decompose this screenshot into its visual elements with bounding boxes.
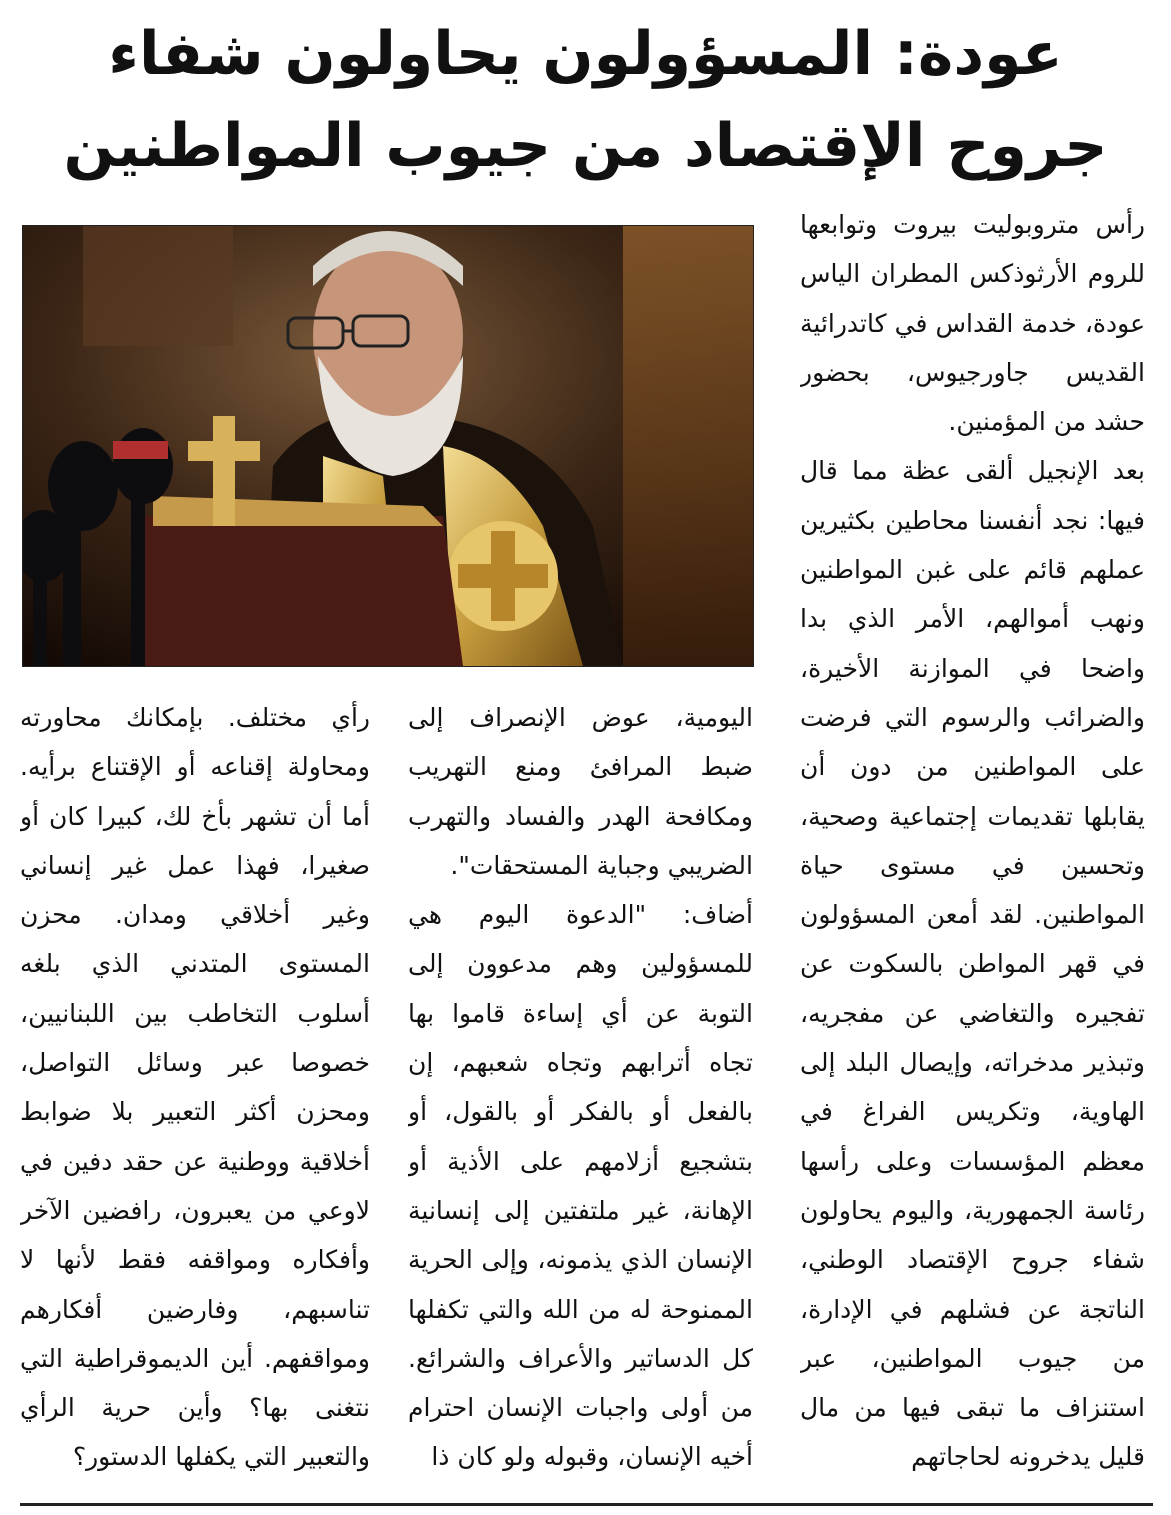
paragraph: أضاف: "الدعوة اليوم هي للمسؤولين وهم مدعوون إلى التوبة عن أي إساءة قاموا بها تجاه أترابهم وتجاه شعبهم، إن بالفعل أو بالفكر أو بالقول، أو بتشجيع أزلامهم على الأذية أو الإهانة، غير ملتفتين إلى إنسانية الإنسان الذي يذمونه، وإلى الحرية الممنوحة له من الله والتي تكفلها كل الدساتير والأعراف والشرائع. من أولى واجبات الإنسان احترام أخيه الإنسان، وقبوله ولو كان ذا	[408, 900, 753, 1472]
headline-line-1: عودة: المسؤولون يحاولون شفاء	[108, 19, 1063, 89]
paragraph: رأس متروبوليت بيروت وتوابعها للروم الأرثوذكس المطران الياس عودة، خدمة القداس في كاتدرائية القديس جاورجيوس، بحضور حشد من المؤمنين.	[800, 210, 1145, 437]
bottom-divider	[20, 1503, 1153, 1506]
photo-bishop-with-microphones-icon	[23, 226, 753, 666]
paragraph: اليومية، عوض الإنصراف إلى ضبط المرافئ ومنع التهريب ومكافحة الهدر والفساد والتهرب الضريبي وجباية المستحقات".	[408, 703, 753, 880]
article-column-middle	[408, 693, 753, 1493]
headline	[20, 8, 1151, 198]
article-photo	[22, 225, 754, 667]
article-column-right	[800, 200, 1145, 1500]
headline-line-2: جروح الإقتصاد من جيوب المواطنين	[63, 111, 1108, 181]
paragraph: بعد الإنجيل ألقى عظة مما قال فيها: نجد أنفسنا محاطين بكثيرين عملهم قائم على غبن المواطنين ونهب أموالهم، الأمر الذي بدا واضحا في الموازنة الأخيرة، والضرائب والرسوم التي فرضت على المواطنين من دون أن يقابلها تقديمات إجتماعية وصحية، وتحسين في مستوى حياة المواطنين. لقد أمعن المسؤولون في قهر المواطن بالسكوت عن تفجيره والتغاضي عن مفجريه، وتبذير مدخراته، وإيصال البلد إلى الهاوية، وتكريس الفراغ في معظم المؤسسات وعلى رأسها رئاسة الجمهورية، واليوم يحاولون شفاء جروح الإقتصاد الوطني، الناتجة عن فشلهم في الإدارة، من جيوب المواطنين، عبر استنزاف ما تبقى فيها من مال قليل يدخرونه لحاجاتهم	[800, 456, 1145, 1472]
paragraph: رأي مختلف. بإمكانك محاورته ومحاولة إقناعه أو الإقتناع برأيه. أما أن تشهر بأخ لك، كبيرا كان أو صغيرا، فهذا عمل غير إنساني وغير أخلاقي ومدان. محزن المستوى المتدني الذي بلغه أسلوب التخاطب بين اللبنانيين، خصوصا عبر وسائل التواصل، ومحزن أكثر التعبير بلا ضوابط أخلاقية ووطنية عن حقد دفين في لاوعي من يعبرون، رافضين الآخر وأفكاره ومواقفه فقط لأنها لا تناسبهم، وفارضين أفكارهم ومواقفهم. أين الديموقراطية التي نتغنى بها؟ وأين حرية الرأي والتعبير التي يكفلها الدستور؟	[20, 703, 370, 1472]
article-column-left	[20, 693, 370, 1493]
